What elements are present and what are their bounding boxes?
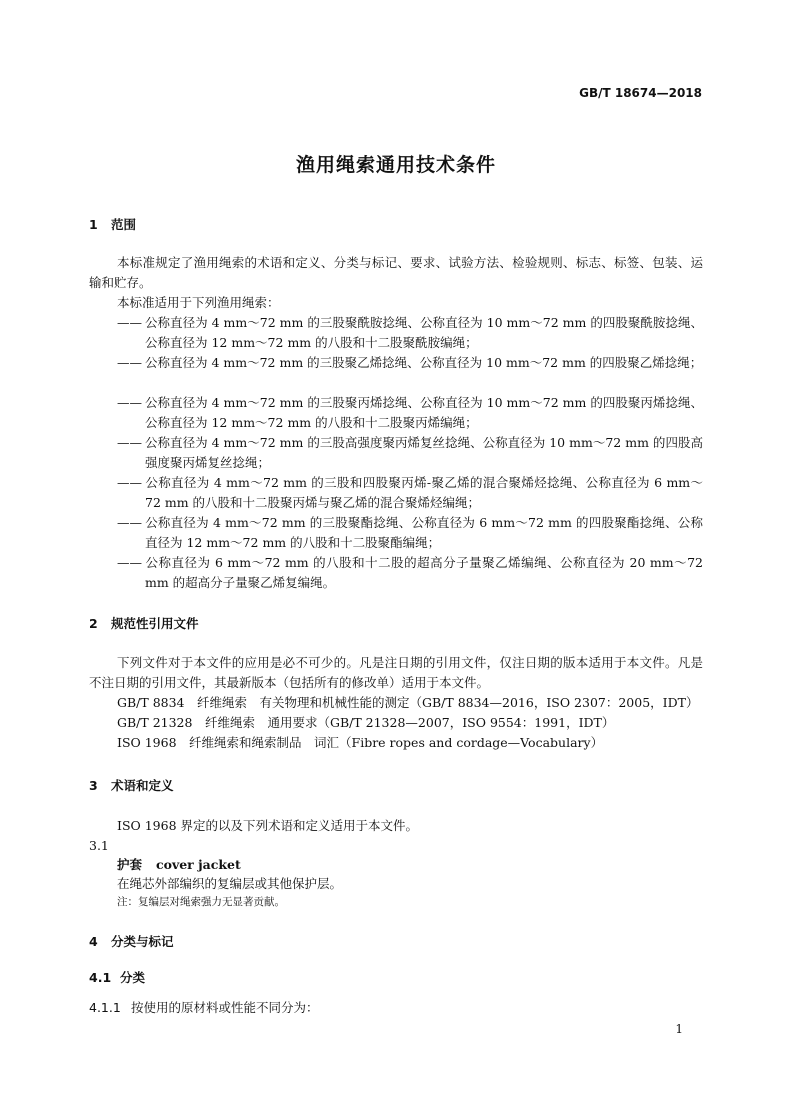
reference-entry: GB/T 8834 纤维绳索 有关物理和机械性能的测定（GB/T 8834—2016，ISO 2307：2005，IDT） <box>117 695 699 710</box>
section-title: 分类与标记 <box>111 934 174 949</box>
section-number: 3 <box>89 778 98 793</box>
scope-item-text: 公称直径为 4 mm～72 mm 的三股聚酯捻绳、公称直径为 6 mm～72 mm 的四股聚酯捻绳、公称直径为 12 mm～72 mm 的八股和十二股聚酯编绳； <box>145 515 703 550</box>
scope-item <box>117 313 703 353</box>
scope-item <box>117 513 703 553</box>
dash-marker: —— <box>117 395 142 410</box>
term-chinese: 护套 <box>117 857 143 872</box>
scope-item-text: 公称直径为 4 mm～72 mm 的三股聚酰胺捻绳、公称直径为 10 mm～72 mm 的四股聚酰胺捻绳、公称直径为 12 mm～72 mm 的八股和十二股聚酰胺编绳； <box>145 315 703 350</box>
section-number: 1 <box>89 217 98 232</box>
term-number: 3.1 <box>89 838 109 853</box>
section-title: 规范性引用文件 <box>111 616 199 631</box>
scope-paragraph: 本标准规定了渔用绳索的术语和定义、分类与标记、要求、试验方法、检验规则、标志、标签、包装、运输和贮存。 <box>89 255 703 290</box>
subsection-4-1-heading <box>89 968 145 986</box>
dash-marker: —— <box>117 315 142 330</box>
standard-code: GB/T 18674—2018 <box>579 86 702 100</box>
dash-marker: —— <box>117 515 142 530</box>
section-3-heading <box>89 776 174 794</box>
scope-item-text: 公称直径为 4 mm～72 mm 的三股聚乙烯捻绳、公称直径为 10 mm～72 mm 的四股聚乙烯捻绳； <box>145 355 703 370</box>
section-4-heading <box>89 932 174 950</box>
clause-number: 4.1.1 <box>89 1000 121 1015</box>
scope-item <box>117 353 703 373</box>
term-entry <box>117 855 241 875</box>
reference-entry: GB/T 21328 纤维绳索 通用要求（GB/T 21328—2007，ISO 9554：1991，IDT） <box>117 715 615 730</box>
scope-item-text: 公称直径为 6 mm～72 mm 的八股和十二股的超高分子量聚乙烯编绳、公称直径为 20 mm～72 mm 的超高分子量聚乙烯复编绳。 <box>145 555 703 590</box>
clause-text: 按使用的原材料或性能不同分为： <box>131 1000 319 1015</box>
reference-entry: ISO 1968 纤维绳索和绳索制品 词汇（Fibre ropes and cordage—Vocabulary） <box>117 735 604 750</box>
section-title: 范围 <box>111 217 137 232</box>
section-2-heading <box>89 614 199 632</box>
section-number: 2 <box>89 616 98 631</box>
page-number: 1 <box>675 1022 683 1036</box>
term-note: 注：复编层对绳索强力无显著贡献。 <box>117 896 285 908</box>
scope-applicability: 本标准适用于下列渔用绳索： <box>117 295 280 310</box>
term-english: cover jacket <box>156 857 241 872</box>
scope-item-text: 公称直径为 4 mm～72 mm 的三股和四股聚丙烯-聚乙烯的混合聚烯烃捻绳、公称直径为 6 mm～72 mm 的八股和十二股聚丙烯与聚乙烯的混合聚烯烃编绳； <box>145 475 703 510</box>
section-1-heading <box>89 215 136 233</box>
document-title: 渔用绳索通用技术条件 <box>295 154 496 176</box>
subsection-4-1-1 <box>89 998 319 1018</box>
scope-item <box>117 473 703 513</box>
dash-marker: —— <box>117 355 142 370</box>
scope-item-text: 公称直径为 4 mm～72 mm 的三股聚丙烯捻绳、公称直径为 10 mm～72 mm 的四股聚丙烯捻绳、公称直径为 12 mm～72 mm 的八股和十二股聚丙烯编绳； <box>145 395 703 430</box>
references-paragraph: 下列文件对于本文件的应用是必不可少的。凡是注日期的引用文件，仅注日期的版本适用于本文件。凡是不注日期的引用文件，其最新版本（包括所有的修改单）适用于本文件。 <box>89 655 703 690</box>
scope-item-text: 公称直径为 4 mm～72 mm 的三股高强度聚丙烯复丝捻绳、公称直径为 10 mm～72 mm 的四股高强度聚丙烯复丝捻绳； <box>145 435 703 470</box>
dash-marker: —— <box>117 555 142 570</box>
scope-item <box>117 393 703 433</box>
subsection-number: 4.1 <box>89 970 112 985</box>
dash-marker: —— <box>117 475 142 490</box>
term-definition: 在绳芯外部编织的复编层或其他保护层。 <box>117 876 343 891</box>
section-title: 术语和定义 <box>111 778 174 793</box>
terms-paragraph: ISO 1968 界定的以及下列术语和定义适用于本文件。 <box>117 818 419 833</box>
subsection-title: 分类 <box>120 970 146 985</box>
section-number: 4 <box>89 934 98 949</box>
dash-marker: —— <box>117 435 142 450</box>
scope-item <box>117 433 703 473</box>
scope-item <box>117 553 703 593</box>
